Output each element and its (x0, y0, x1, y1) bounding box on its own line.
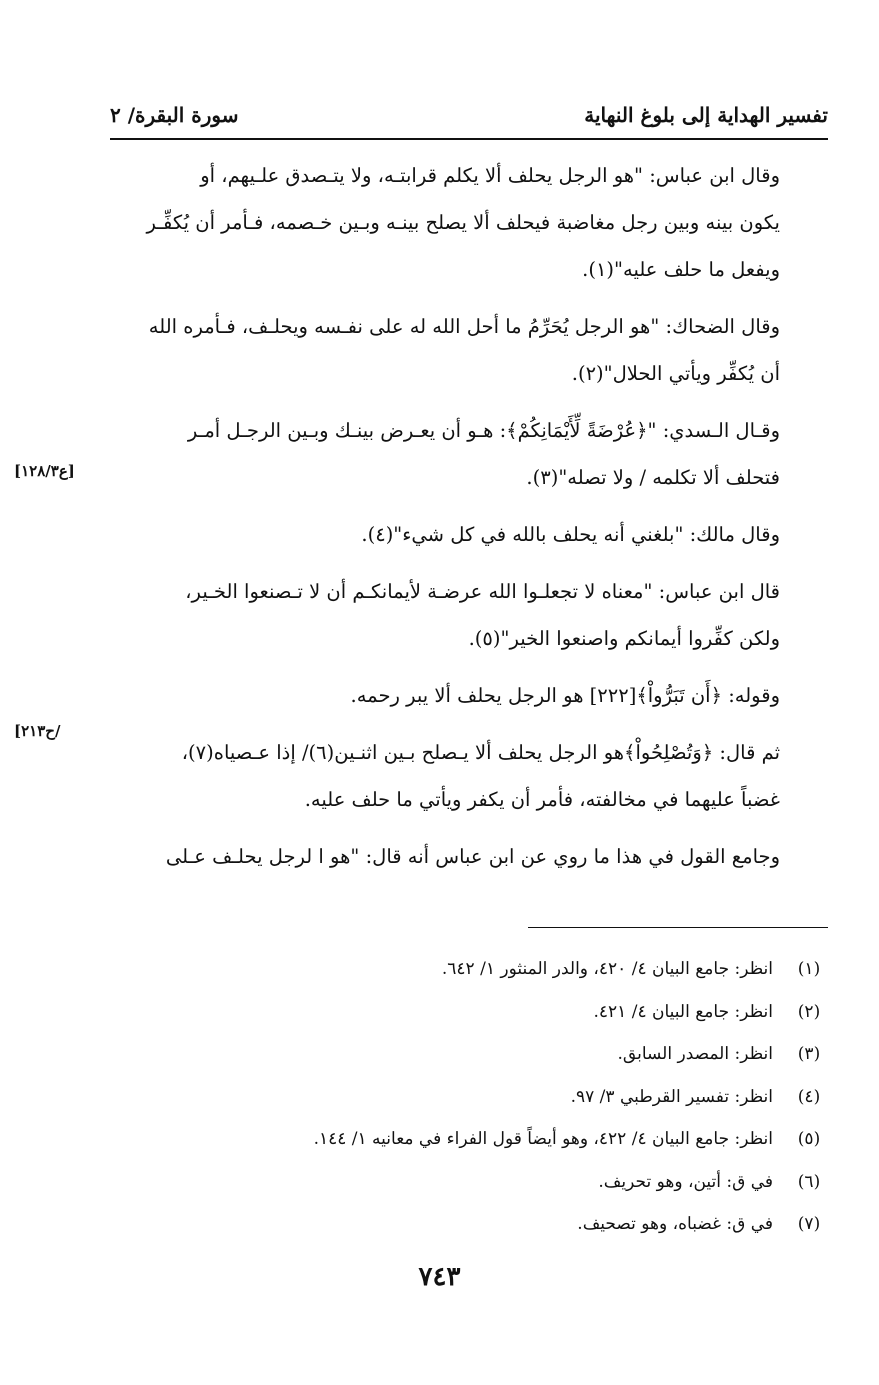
footnote-text: انظر: المصدر السابق. (617, 1044, 773, 1065)
footnote-number: (٤) (797, 1086, 821, 1107)
text-line: أن يُكفِّر ويأتي الحلال"(٢). (571, 362, 780, 385)
paragraph (110, 511, 828, 558)
footnote (207, 1203, 827, 1246)
footnote (207, 1118, 827, 1161)
text-line: وقال الضحاك: "هو الرجل يُحَرِّمُ ما أحل الله له على نفـسه ويحلـف، فـأمره الله (148, 315, 780, 338)
text-line: وجامع القول في هذا ما روي عن ابن عباس أنه قال: "هو ا لرجل يحلـف عـلى (165, 845, 780, 868)
text-line: فتحلف ألا تكلمه / ولا تصله"(٣). (526, 466, 780, 489)
running-header (110, 98, 828, 132)
paragraph (110, 729, 828, 823)
footnote-text: انظر: جامع البيان ٤/ ٤٢٢، وهو أيضاً قول الفراء في معانيه ١/ ١٤٤. (313, 1129, 773, 1150)
footnotes (207, 948, 827, 1246)
text-line: وقوله: ﴿أَن تَبَرُّواْ﴾[٢٢٢] هو الرجل يحلف ألا يبر رحمه. (350, 684, 780, 707)
text-line: وقـال الـسدي: "﴿عُرْضَةً لِّأَيْمَانِكُمْ﴾: هـو أن يعـرض بينـك وبـين الرجـل أمـر (187, 419, 780, 442)
text-line: ثم قال: ﴿وَتُصْلِحُواْ﴾هو الرجل يحلف ألا يـصلح بـين اثنـين(٦)/ إذا عـصياه(٧)، (181, 741, 780, 764)
header-rule (110, 138, 828, 140)
text-line: قال ابن عباس: "معناه لا تجعلـوا الله عرضـة لأيمانكـم أن لا تـصنعوا الخـير، (185, 580, 780, 603)
paragraph (110, 672, 828, 719)
footnote (207, 1076, 827, 1119)
footnote-number: (٧) (797, 1214, 821, 1235)
text-line: ولكن كفِّروا أيمانكم واصنعوا الخير"(٥). (468, 627, 780, 650)
paragraph (110, 152, 828, 293)
footnote-number: (٦) (797, 1171, 821, 1192)
text-line: ويفعل ما حلف عليه"(١). (582, 258, 780, 281)
footnote-number: (١) (797, 959, 821, 980)
footnote-rule (528, 927, 828, 928)
footnote-number: (٣) (797, 1044, 821, 1065)
paragraph (110, 303, 828, 397)
footnote-text: انظر: جامع البيان ٤/ ٤٢٠، والدر المنثور ١/ ٦٤٢. (441, 959, 773, 980)
text-line: وقال مالك: "بلغني أنه يحلف بالله في كل شيء"(٤). (361, 523, 780, 546)
text-line: وقال ابن عباس: "هو الرجل يحلف ألا يكلم قرابتـه، ولا يتـصدق علـيهم، أو (200, 164, 780, 187)
footnote-number: (٢) (797, 1001, 821, 1022)
footnote (207, 1161, 827, 1204)
paragraph (110, 407, 828, 501)
margin-reference: [ح٢١٣/ (14, 722, 61, 740)
footnote-text: انظر: تفسير القرطبي ٣/ ٩٧. (570, 1086, 773, 1107)
footnote (207, 948, 827, 991)
text-line: غضباً عليهما في مخالفته، فأمر أن يكفر ويأتي ما حلف عليه. (304, 788, 780, 811)
surah-label: سورة البقرة/ ٢ (110, 103, 239, 127)
footnote-text: في ق: أتين، وهو تحريف. (598, 1171, 773, 1192)
margin-reference: [ع١٢٨/٣] (14, 462, 75, 480)
footnote-number: (٥) (797, 1129, 821, 1150)
main-text (110, 152, 828, 890)
book-title: تفسير الهداية إلى بلوغ النهاية (584, 103, 828, 127)
paragraph (110, 568, 828, 662)
footnote-text: انظر: جامع البيان ٤/ ٤٢١. (593, 1001, 773, 1022)
page-number: ٧٤٣ (418, 1262, 461, 1292)
footnote-text: في ق: غضباه، وهو تصحيف. (577, 1214, 773, 1235)
paragraph (110, 833, 828, 880)
text-line: يكون بينه وبين رجل مغاضبة فيحلف ألا يصلح بينـه وبـين خـصمه، فـأمر أن يُكفِّـر (146, 211, 780, 234)
footnote (207, 1033, 827, 1076)
footnote (207, 991, 827, 1034)
